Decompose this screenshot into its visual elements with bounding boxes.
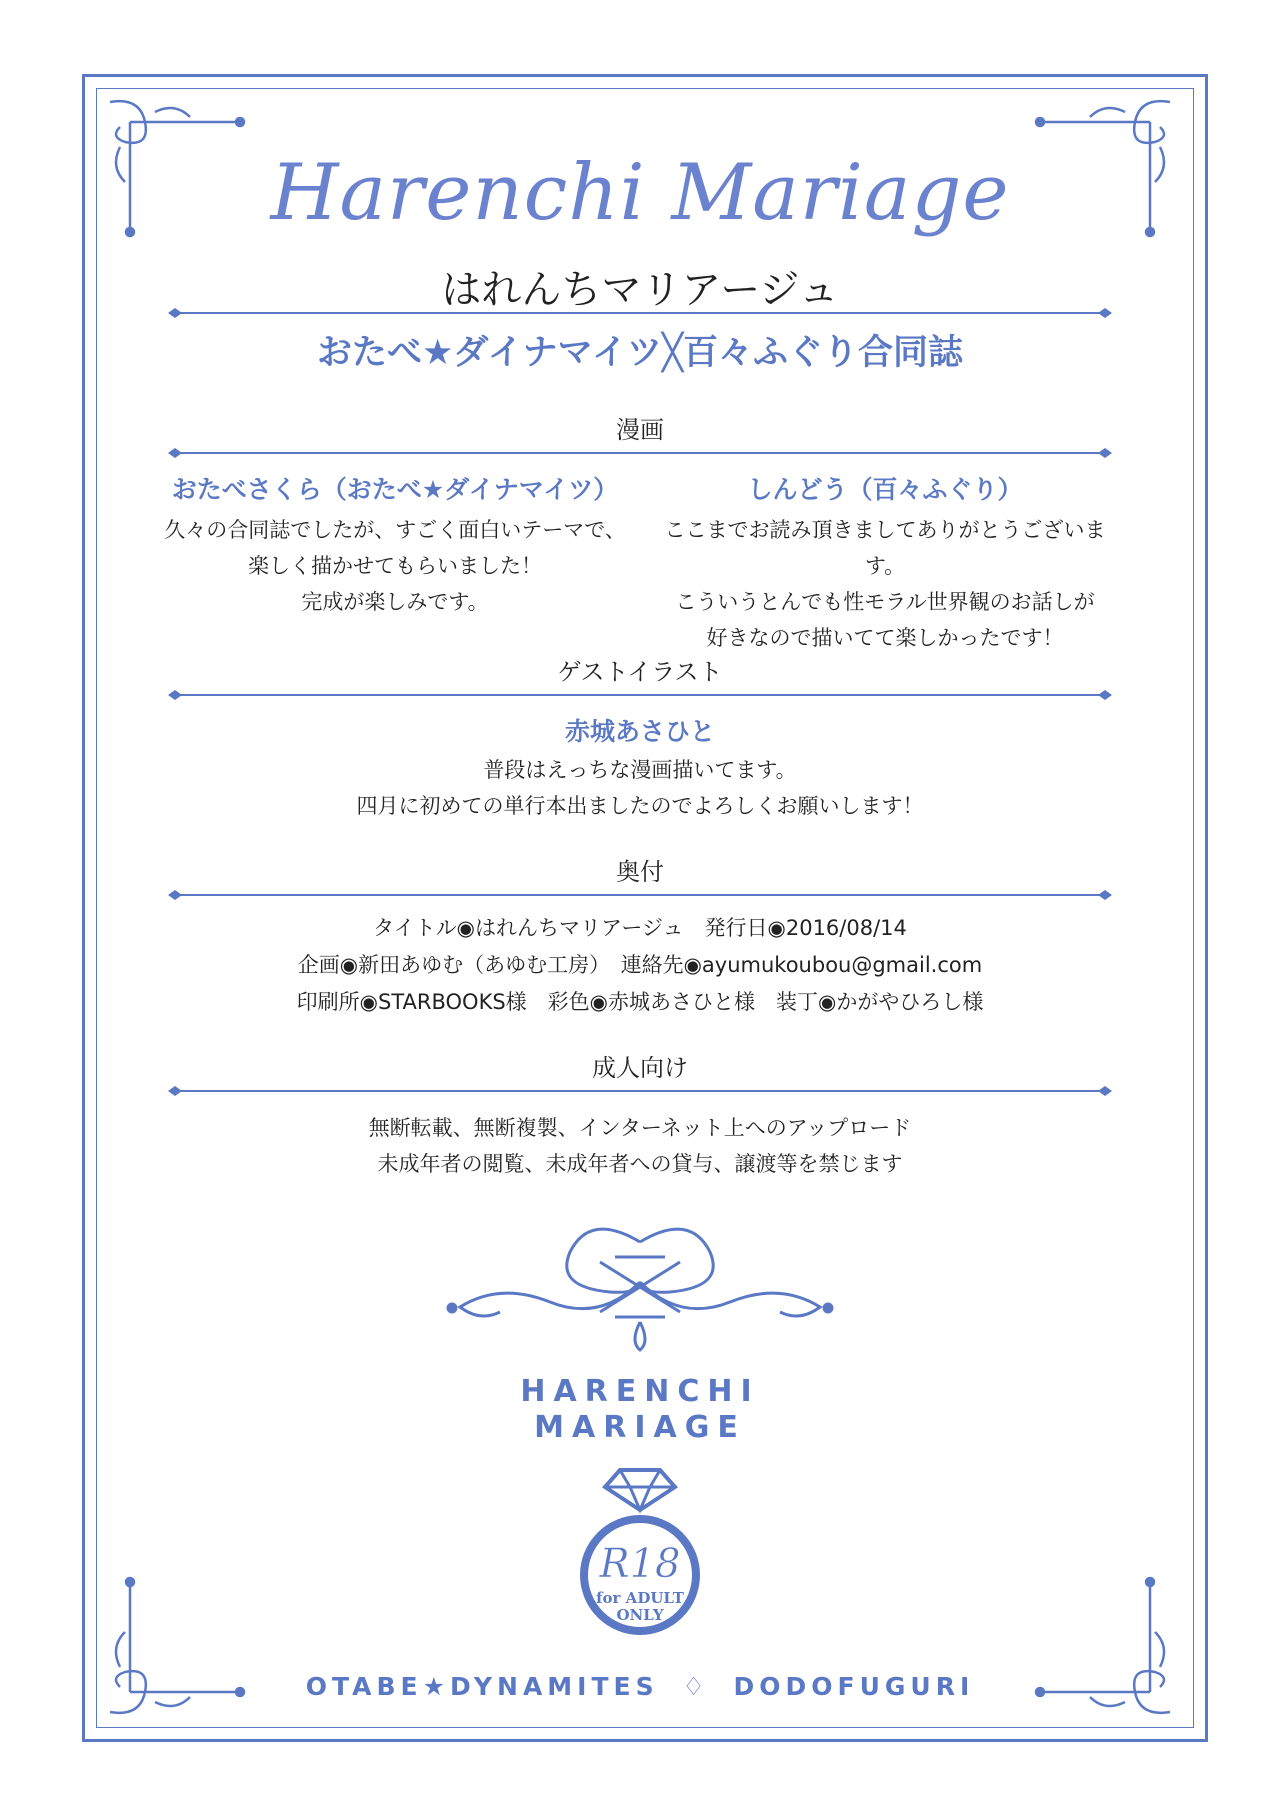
section-heading-manga: 漫画 xyxy=(616,416,664,444)
artist-comment xyxy=(650,512,1120,656)
subtitle: おたべ★ダイナマイツ╳百々ふぐり合同誌 xyxy=(316,333,964,373)
artist-name: おたべさくら（おたべ★ダイナマイツ） xyxy=(171,475,619,504)
comment-line: こういうとんでも性モラル世界観のお話しが xyxy=(675,590,1095,614)
logo-line: MARIAGE xyxy=(534,1410,746,1445)
comment-line: 四月に初めての単行本出ましたのでよろしくお願いします！ xyxy=(356,794,924,818)
title-japanese: はれんちマリアージュ xyxy=(441,267,839,313)
manga-column-right xyxy=(650,470,1120,656)
footer-circles xyxy=(0,1672,1280,1701)
divider xyxy=(168,446,1112,460)
colophon-line: タイトル◉はれんちマリアージュ 発行日◉2016/08/14 xyxy=(373,916,907,940)
adult-notice xyxy=(0,1110,1280,1182)
guest-artist-name: 赤城あさひと xyxy=(564,717,715,746)
section-heading-colophon: 奥付 xyxy=(616,858,664,886)
comment-line: ここまでお読み頂きましてありがとうございます。 xyxy=(664,518,1106,578)
logo-wordmark xyxy=(0,1374,1280,1446)
circle-name-left: OTABE★DYNAMITES xyxy=(305,1672,659,1701)
comment-line: 完成が楽しみです。 xyxy=(301,590,489,614)
artist-name: しんどう（百々ふぐり） xyxy=(747,475,1023,504)
manga-column-left xyxy=(160,470,630,620)
badge-main-text: R18 xyxy=(599,1541,681,1587)
notice-line: 無断転載、無断複製、インターネット上へのアップロード xyxy=(368,1116,912,1140)
colophon-line: 印刷所◉STARBOOKS様 彩色◉赤城あさひと様 装丁◉かがやひろし様 xyxy=(296,990,984,1014)
badge-sub-text: ONLY xyxy=(616,1606,664,1624)
section-heading-guest: ゲストイラスト xyxy=(557,658,723,686)
comment-line: 普段はえっちな漫画描いてます。 xyxy=(483,758,797,782)
divider xyxy=(168,688,1112,702)
guest-comment xyxy=(0,752,1280,824)
notice-line: 未成年者の閲覧、未成年者への貸与、譲渡等を禁じます xyxy=(377,1152,903,1176)
comment-line: 好きなので描いてて楽しかったです！ xyxy=(706,626,1064,650)
colophon-line: 企画◉新田あゆむ（あゆむ工房） 連絡先◉ayumukoubou@gmail.com xyxy=(297,953,983,977)
badge-sub-text: for ADULT xyxy=(596,1589,684,1607)
diamond-icon: ♢ xyxy=(682,1672,710,1701)
comment-line: 楽しく描かせてもらいました！ xyxy=(248,554,542,578)
artist-comment xyxy=(160,512,630,620)
section-heading-adult: 成人向け xyxy=(592,1054,688,1082)
colophon-details xyxy=(0,910,1280,1021)
ornament-flourish-icon xyxy=(440,1212,840,1352)
logo-line: HARENCHI xyxy=(520,1374,760,1409)
divider xyxy=(168,888,1112,902)
comment-line: 久々の合同誌でしたが、すごく面白いテーマで、 xyxy=(164,518,626,542)
r18-badge-icon xyxy=(575,1465,705,1635)
divider xyxy=(168,306,1112,320)
title-script: Harenchi Mariage xyxy=(270,148,1010,238)
divider xyxy=(168,1084,1112,1098)
circle-name-right: DODOFUGURI xyxy=(733,1672,975,1701)
